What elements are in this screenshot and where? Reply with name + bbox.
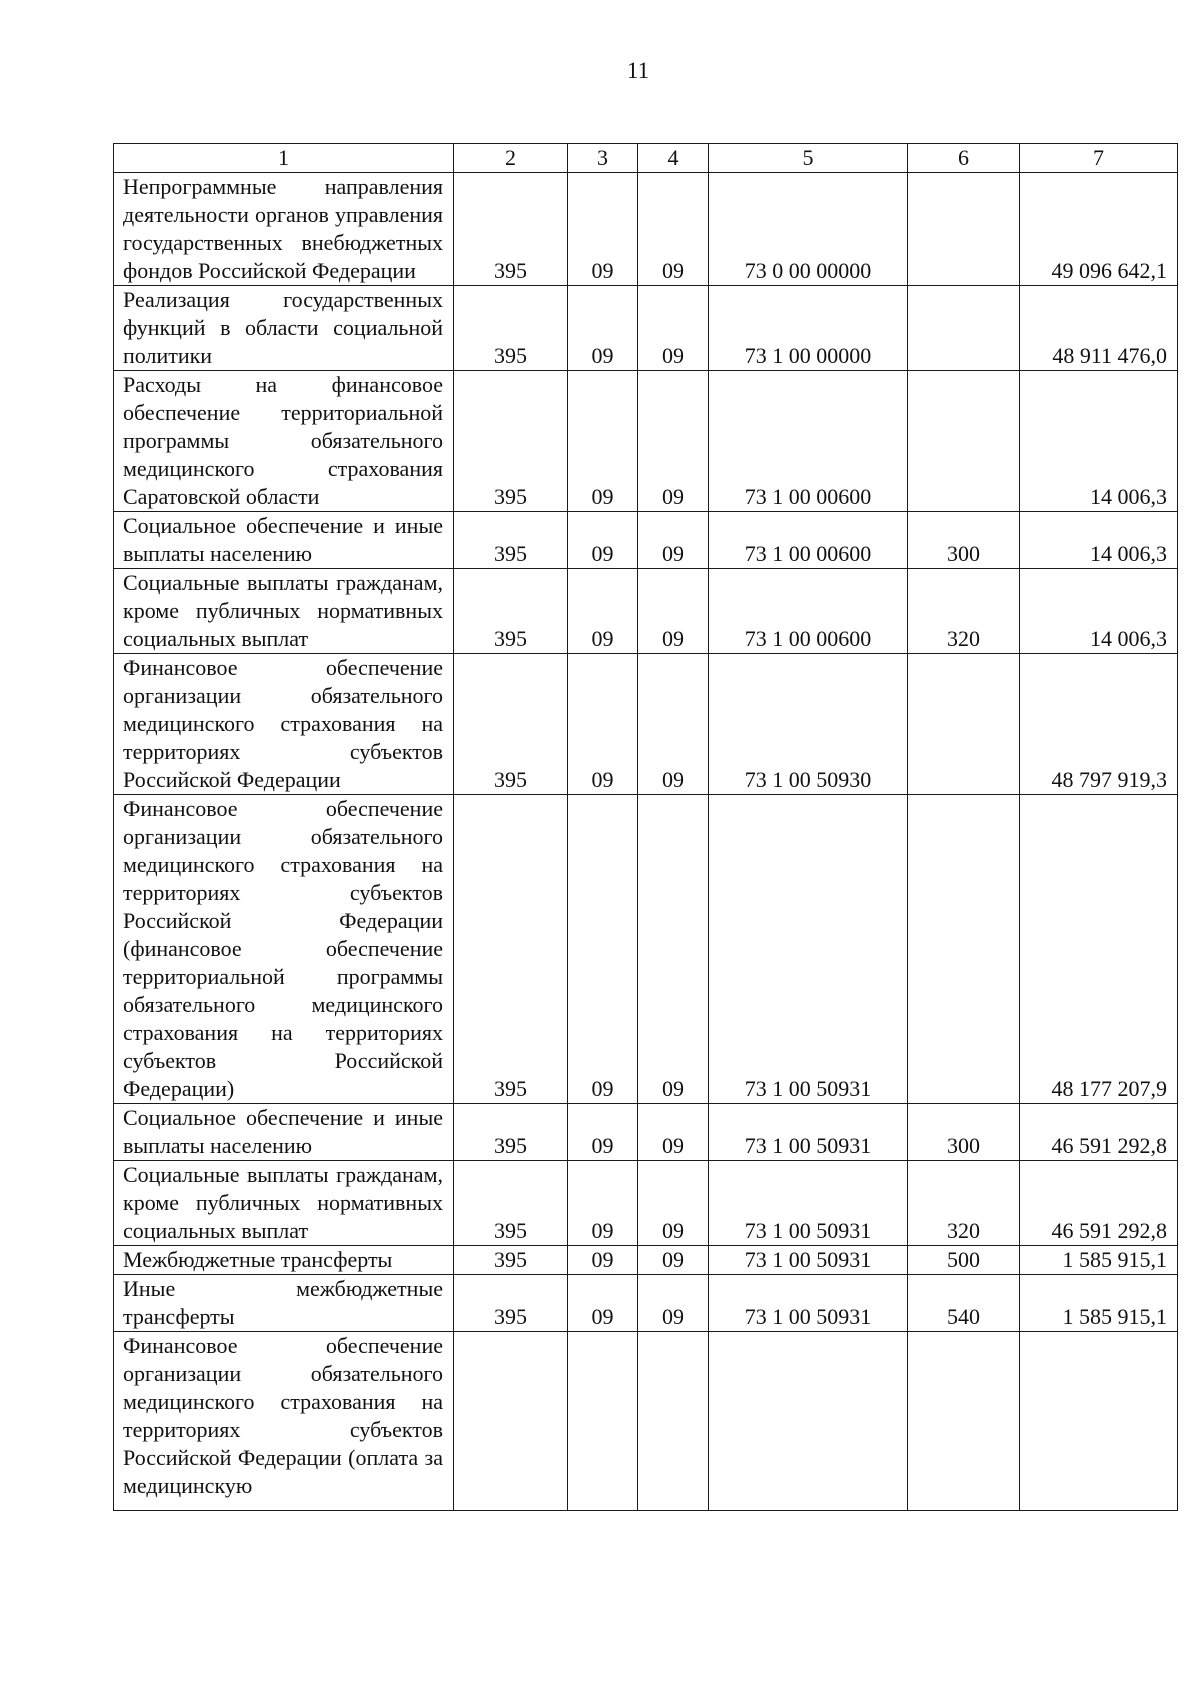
row-col-5: 73 1 00 50931	[709, 1246, 908, 1275]
row-col-3: 09	[568, 286, 638, 371]
row-col-5: 73 1 00 50931	[709, 1275, 908, 1332]
row-col-6	[908, 795, 1020, 1104]
row-col-5: 73 1 00 50931	[709, 1104, 908, 1161]
budget-table	[113, 143, 1178, 1511]
table-row	[114, 1161, 1178, 1246]
row-col-7-amount: 1 585 915,1	[1020, 1275, 1178, 1332]
row-col-4: 09	[638, 1246, 709, 1275]
row-col-7-amount: 14 006,3	[1020, 569, 1178, 654]
row-col-6	[908, 173, 1020, 286]
row-col-5: 73 1 00 00000	[709, 286, 908, 371]
table-row	[114, 795, 1178, 1104]
row-col-4: 09	[638, 371, 709, 512]
row-col-3: 09	[568, 1161, 638, 1246]
row-col-2	[454, 1332, 568, 1511]
row-col-5: 73 1 00 50931	[709, 795, 908, 1104]
row-col-6	[908, 654, 1020, 795]
row-col-5: 73 1 00 50930	[709, 654, 908, 795]
row-col-2: 395	[454, 1275, 568, 1332]
row-col-6: 540	[908, 1275, 1020, 1332]
row-col-6: 320	[908, 569, 1020, 654]
row-col-4: 09	[638, 1275, 709, 1332]
table-row	[114, 371, 1178, 512]
table-row	[114, 654, 1178, 795]
row-col-7-amount: 46 591 292,8	[1020, 1104, 1178, 1161]
header-cell-1: 1	[114, 144, 454, 173]
table-row	[114, 1104, 1178, 1161]
row-description: Непрограммные направления деятельности органов управления государственных внебюджетных фондов Российской Федерации	[114, 173, 454, 286]
row-col-2: 395	[454, 1246, 568, 1275]
row-col-2: 395	[454, 286, 568, 371]
row-col-7-amount	[1020, 1332, 1178, 1511]
row-col-6: 300	[908, 512, 1020, 569]
table-row	[114, 569, 1178, 654]
row-col-7-amount: 48 911 476,0	[1020, 286, 1178, 371]
row-description: Межбюджетные трансферты	[114, 1246, 454, 1275]
row-col-3	[568, 1332, 638, 1511]
row-description: Финансовое обеспечение организации обязательного медицинского страхования на территориях субъектов Российской Федерации (финансовое обеспечение территориальной программы обязательного медицинского страхования на территориях субъектов Российской Федерации)	[114, 795, 454, 1104]
table-row	[114, 1275, 1178, 1332]
row-col-6	[908, 1332, 1020, 1511]
row-description: Расходы на финансовое обеспечение территориальной программы обязательного медицинского страхования Саратовской области	[114, 371, 454, 512]
row-description: Иные межбюджетные трансферты	[114, 1275, 454, 1332]
table-row	[114, 512, 1178, 569]
row-col-3: 09	[568, 1275, 638, 1332]
row-col-4: 09	[638, 173, 709, 286]
row-col-2: 395	[454, 371, 568, 512]
page-number: 11	[626, 58, 650, 83]
table-row	[114, 1332, 1178, 1511]
row-col-2: 395	[454, 795, 568, 1104]
row-description: Социальные выплаты гражданам, кроме публичных нормативных социальных выплат	[114, 569, 454, 654]
row-col-7-amount: 1 585 915,1	[1020, 1246, 1178, 1275]
table-body	[114, 173, 1178, 1511]
row-description: Финансовое обеспечение организации обязательного медицинского страхования на территориях субъектов Российской Федерации	[114, 654, 454, 795]
row-col-6: 500	[908, 1246, 1020, 1275]
row-col-3: 09	[568, 512, 638, 569]
row-col-4: 09	[638, 1104, 709, 1161]
row-col-3: 09	[568, 371, 638, 512]
row-col-3: 09	[568, 654, 638, 795]
row-col-4: 09	[638, 512, 709, 569]
row-col-6: 300	[908, 1104, 1020, 1161]
row-col-3: 09	[568, 1104, 638, 1161]
row-description: Финансовое обеспечение организации обязательного медицинского страхования на территориях субъектов Российской Федерации (оплата за медицинскую	[114, 1332, 454, 1511]
table-row	[114, 173, 1178, 286]
header-cell-6: 6	[908, 144, 1020, 173]
row-col-6	[908, 371, 1020, 512]
row-col-7-amount: 49 096 642,1	[1020, 173, 1178, 286]
table-row	[114, 286, 1178, 371]
row-col-7-amount: 46 591 292,8	[1020, 1161, 1178, 1246]
row-col-4: 09	[638, 1161, 709, 1246]
row-col-7-amount: 48 797 919,3	[1020, 654, 1178, 795]
row-col-2: 395	[454, 512, 568, 569]
row-col-3: 09	[568, 569, 638, 654]
row-col-2: 395	[454, 173, 568, 286]
row-col-5: 73 1 00 00600	[709, 512, 908, 569]
row-col-5: 73 0 00 00000	[709, 173, 908, 286]
row-col-2: 395	[454, 569, 568, 654]
row-col-3: 09	[568, 173, 638, 286]
header-cell-3: 3	[568, 144, 638, 173]
row-col-4	[638, 1332, 709, 1511]
row-col-2: 395	[454, 1161, 568, 1246]
header-cell-2: 2	[454, 144, 568, 173]
row-col-4: 09	[638, 569, 709, 654]
row-description: Социальное обеспечение и иные выплаты населению	[114, 512, 454, 569]
row-description: Социальные выплаты гражданам, кроме публичных нормативных социальных выплат	[114, 1161, 454, 1246]
row-col-4: 09	[638, 286, 709, 371]
row-col-7-amount: 14 006,3	[1020, 512, 1178, 569]
row-col-4: 09	[638, 654, 709, 795]
row-col-5: 73 1 00 00600	[709, 371, 908, 512]
row-col-3: 09	[568, 795, 638, 1104]
header-cell-4: 4	[638, 144, 709, 173]
row-col-6	[908, 286, 1020, 371]
header-cell-7: 7	[1020, 144, 1178, 173]
table-header	[114, 144, 1178, 173]
row-col-2: 395	[454, 654, 568, 795]
header-cell-5: 5	[709, 144, 908, 173]
row-col-5: 73 1 00 50931	[709, 1161, 908, 1246]
row-col-2: 395	[454, 1104, 568, 1161]
row-description: Реализация государственных функций в области социальной политики	[114, 286, 454, 371]
row-col-7-amount: 14 006,3	[1020, 371, 1178, 512]
row-col-3: 09	[568, 1246, 638, 1275]
row-description: Социальное обеспечение и иные выплаты населению	[114, 1104, 454, 1161]
row-col-7-amount: 48 177 207,9	[1020, 795, 1178, 1104]
row-col-4: 09	[638, 795, 709, 1104]
table-row	[114, 1246, 1178, 1275]
row-col-6: 320	[908, 1161, 1020, 1246]
row-col-5: 73 1 00 00600	[709, 569, 908, 654]
header-row	[114, 144, 1178, 173]
row-col-5	[709, 1332, 908, 1511]
